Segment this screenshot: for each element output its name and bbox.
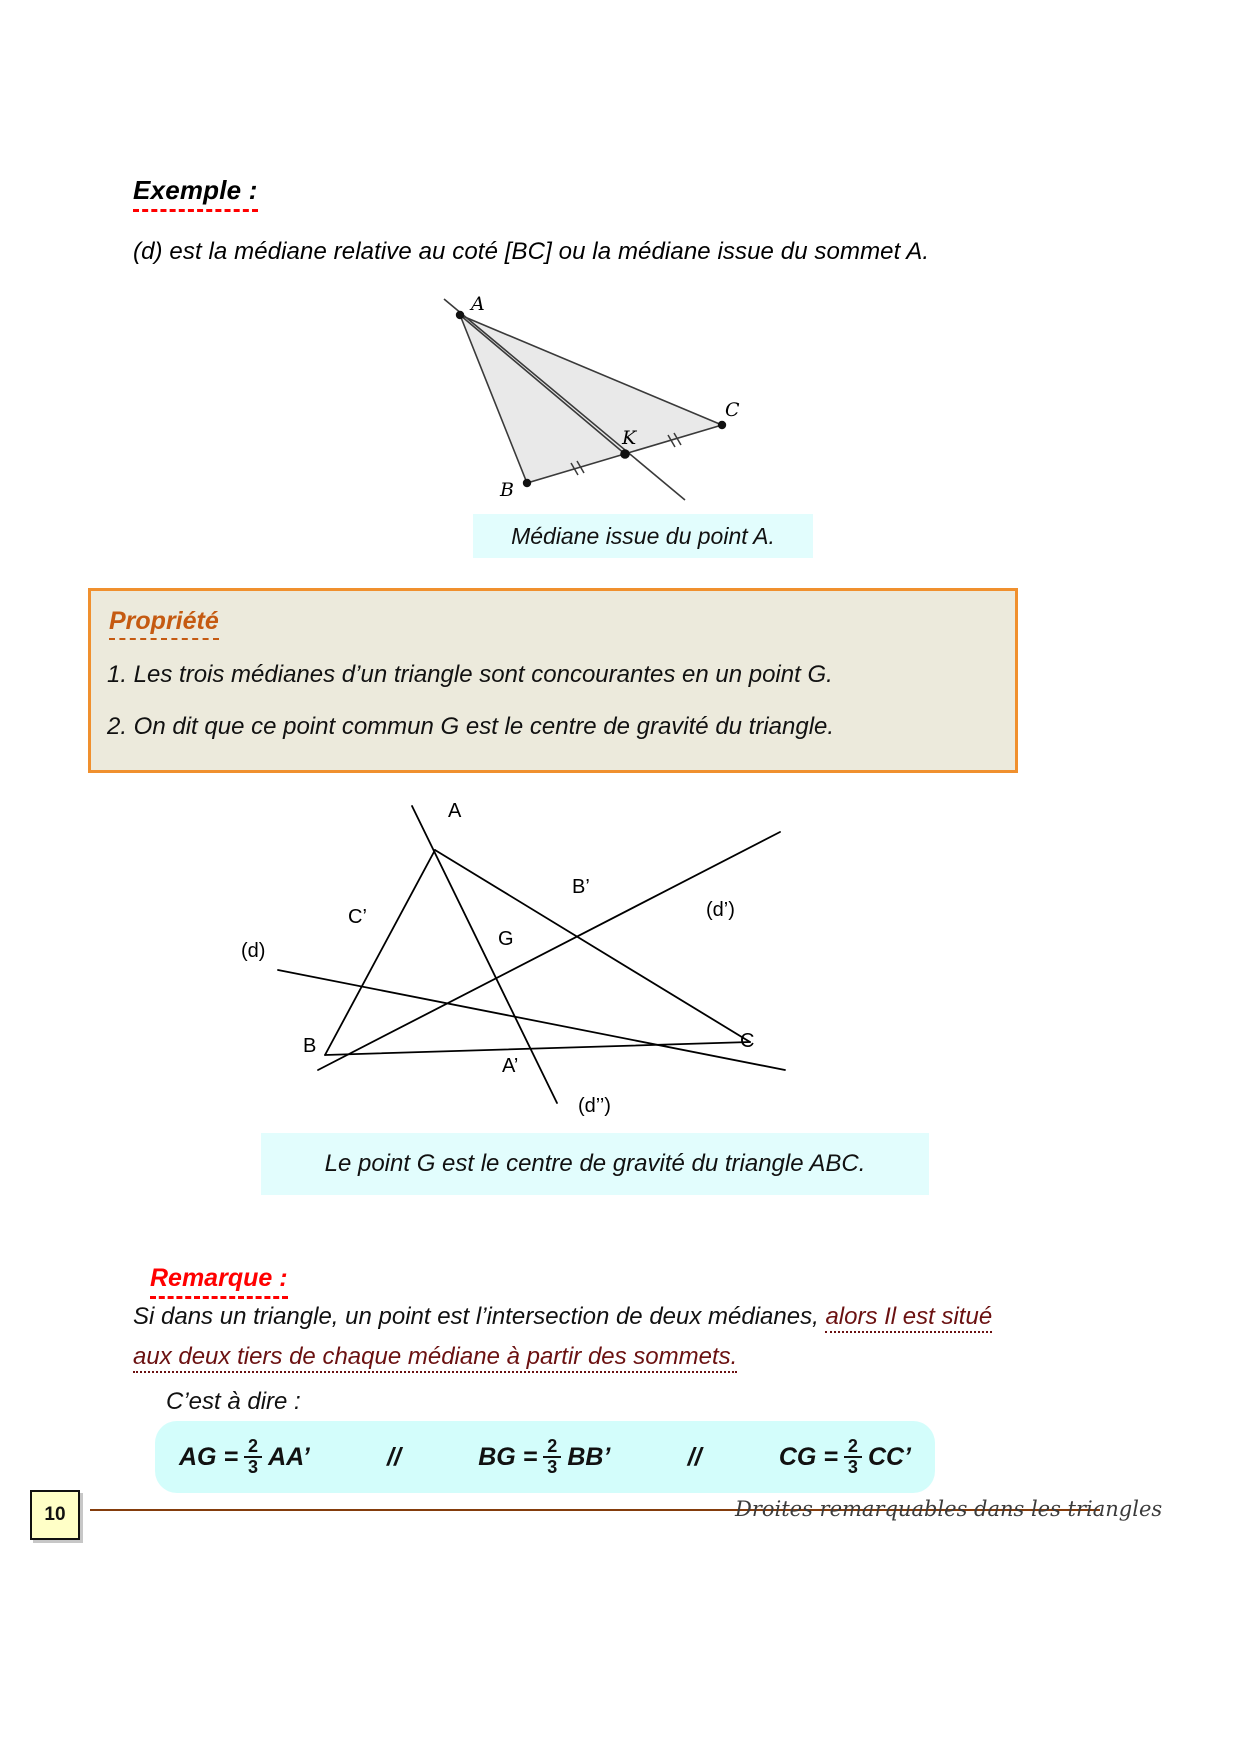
formula-cg-numerator: 2 bbox=[844, 1437, 862, 1458]
formula-ag-left: AG = bbox=[179, 1442, 239, 1471]
point-b-dot bbox=[523, 479, 531, 487]
property-box-title: Propriété bbox=[109, 607, 219, 640]
figure-median-from-a bbox=[400, 285, 820, 515]
formula-bg bbox=[478, 1437, 610, 1477]
formula-ag bbox=[179, 1437, 310, 1477]
figure1-svg bbox=[400, 285, 820, 515]
formula-bg-fraction bbox=[543, 1437, 561, 1477]
property-item-2: 2. On dit que ce point commun G est le centre de gravité du triangle. bbox=[107, 713, 835, 740]
formula-cg-denominator: 3 bbox=[847, 1457, 858, 1477]
point-c-dot bbox=[718, 421, 726, 429]
formula-ag-denominator: 3 bbox=[248, 1457, 259, 1477]
figure1-label-c: C bbox=[725, 399, 740, 421]
point-a-dot bbox=[456, 311, 464, 319]
property-box bbox=[88, 588, 1018, 773]
formula-cg-left: CG = bbox=[778, 1442, 838, 1471]
figure2-label-c: C bbox=[740, 1030, 755, 1052]
side-ab bbox=[325, 850, 435, 1055]
point-k-dot bbox=[620, 449, 630, 459]
figure2-label-a: A bbox=[448, 800, 462, 822]
formula-separator-2: // bbox=[687, 1442, 702, 1471]
formula-separator-1: // bbox=[387, 1442, 401, 1471]
formula-bg-numerator: 2 bbox=[543, 1437, 561, 1458]
triangle-abc-shape bbox=[460, 315, 722, 483]
figure1-label-b: B bbox=[500, 479, 514, 501]
figure2-label-d-double-prime: (d’’) bbox=[578, 1095, 611, 1117]
side-bc bbox=[325, 1042, 750, 1055]
figure2-svg bbox=[230, 780, 830, 1125]
remark-line-2-emphasis: aux deux tiers de chaque médiane à partir des sommets. bbox=[133, 1343, 737, 1373]
figure2-label-d-prime: (d’) bbox=[706, 899, 735, 921]
remark-line-1 bbox=[133, 1303, 992, 1331]
formula-ag-numerator: 2 bbox=[244, 1437, 262, 1458]
figure2-label-c-prime: C’ bbox=[348, 906, 367, 928]
formula-box bbox=[155, 1421, 935, 1493]
figure2-label-b-prime: B’ bbox=[572, 876, 590, 898]
formula-ag-right: AA’ bbox=[268, 1442, 310, 1471]
figure1-label-k: K bbox=[622, 427, 637, 449]
formula-bg-left: BG = bbox=[478, 1442, 538, 1471]
figure1-label-a: A bbox=[471, 293, 485, 315]
figure-centroid-g bbox=[230, 780, 830, 1125]
example-heading: Exemple : bbox=[133, 176, 258, 212]
formula-bg-right: BB’ bbox=[567, 1442, 611, 1471]
remark-cest-a-dire: C’est à dire : bbox=[166, 1388, 301, 1415]
figure2-label-a-prime: A’ bbox=[502, 1055, 519, 1077]
remark-line-1-emphasis: alors Il est situé bbox=[825, 1303, 992, 1333]
formula-cg-right: CC’ bbox=[867, 1442, 911, 1471]
remark-heading: Remarque : bbox=[150, 1264, 288, 1299]
figure2-label-g: G bbox=[498, 928, 514, 950]
figure1-caption: Médiane issue du point A. bbox=[473, 514, 813, 558]
formula-cg-fraction bbox=[844, 1437, 862, 1477]
formula-cg bbox=[779, 1437, 911, 1477]
page-number: 10 bbox=[30, 1490, 80, 1540]
remark-line-2 bbox=[133, 1343, 737, 1371]
median-d-prime bbox=[318, 832, 780, 1070]
property-item-1: 1. Les trois médianes d’un triangle sont concourantes en un point G. bbox=[107, 661, 833, 688]
formula-bg-denominator: 3 bbox=[547, 1457, 558, 1477]
figure2-label-d: (d) bbox=[241, 940, 266, 962]
figure2-label-b: B bbox=[303, 1035, 317, 1057]
figure2-caption: Le point G est le centre de gravité du triangle ABC. bbox=[261, 1133, 929, 1195]
side-ac bbox=[435, 850, 750, 1042]
example-description: (d) est la médiane relative au coté [BC] ou la médiane issue du sommet A. bbox=[133, 238, 930, 265]
formula-ag-fraction bbox=[244, 1437, 262, 1477]
remark-line-1-plain: Si dans un triangle, un point est l’intersection de deux médianes, bbox=[133, 1303, 826, 1330]
footer-title: Droites remarquables dans les triangles bbox=[735, 1497, 1163, 1521]
median-d-double-prime bbox=[412, 806, 557, 1103]
